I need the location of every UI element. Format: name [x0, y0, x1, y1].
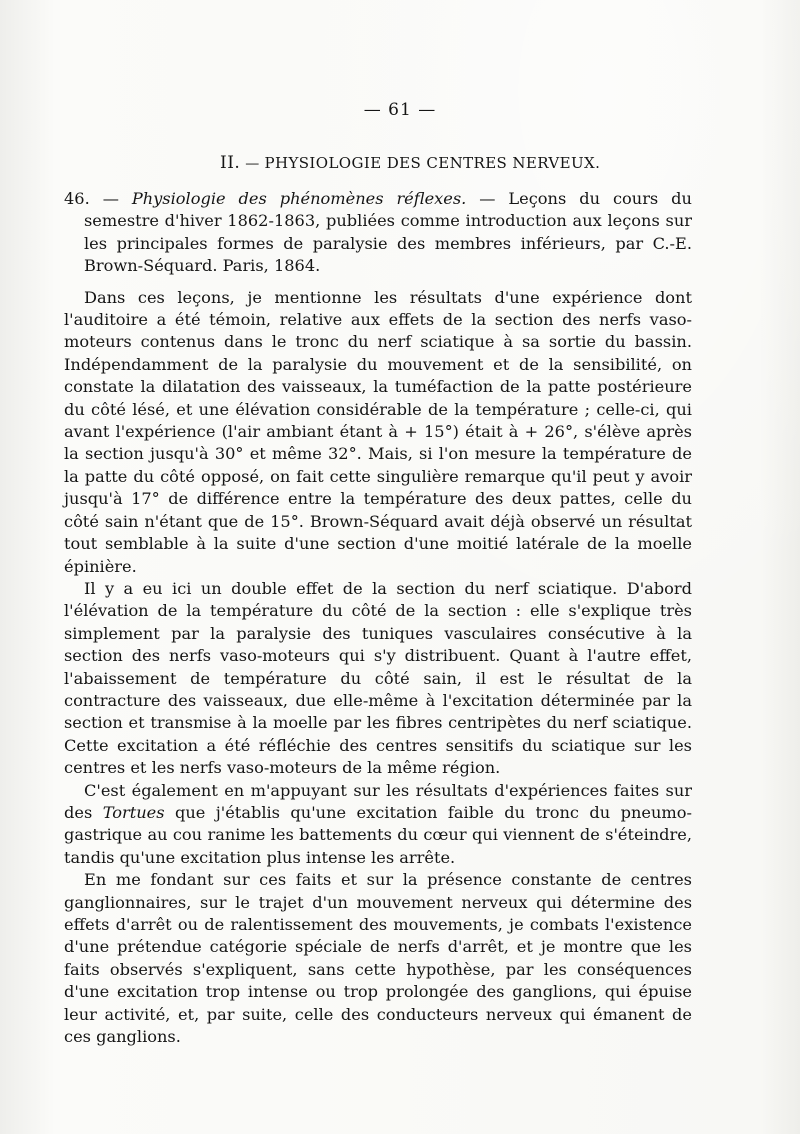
page-number: — 61 — [363, 100, 437, 120]
paragraph-3-after: que j'établis qu'une excitation faible du tronc du pneumo-gastrique au cou ranime les battements du cœur qui viennent de s'éteindre, tandis qu'une excitation plus intense les arrête. [64, 802, 692, 867]
entry-title: Physiologie des phénomènes réflexes. [131, 189, 467, 208]
page-body [64, 188, 692, 1048]
entry-number: 46. [64, 189, 90, 208]
paragraph-3-before: C'est également en m'appuyant sur les résultats d'expériences faites sur des [64, 780, 692, 822]
paragraph-3-emphasis: Tortues [102, 802, 165, 822]
paragraph-3 [64, 780, 692, 870]
paragraph-4: En me fondant sur ces faits et sur la présence constante de centres ganglionnaires, sur le trajet d'un mouvement nerveux qui détermine des effets d'arrêt ou de ralentissement des mouvements, je combats l'existence d'une prétendue catégorie spéciale de nerfs d'arrêt, et je montre que les faits observés s'expliquent, sans cette hypothèse, par les conséquences d'une excitation trop intense ou trop prolongée des ganglions, qui épuise leur activité, et, par suite, celle des conducteurs nerveux qui émanent de ces ganglions. [64, 870, 692, 1047]
entry-lead-dash: — [102, 189, 119, 208]
section-numeral: II. [220, 153, 241, 173]
paragraph-2: Il y a eu ici un double effet de la section du nerf sciatique. D'abord l'élévation de la température du côté de la section : elle s'explique très simplement par la paralysie des tuniques vasculaires consécutive à la section des nerfs vaso-moteurs qui s'y distribuent. Quant à l'autre effet, l'abaissement de température du côté sain, il est le résultat de la contracture des vaisseaux, due elle-même à l'excitation déterminée par la section et transmise à la moelle par les fibres centripètes du nerf sciatique. Cette excitation a été réfléchie des centres sensitifs du sciatique sur les centres et les nerfs vaso-moteurs de la même région. [64, 578, 692, 778]
section-heading [220, 153, 760, 173]
section-dash: — [245, 156, 260, 172]
bibliography-entry [64, 188, 692, 278]
entry-text: — Leçons du cours du semestre d'hiver 1862-1863, publiées comme introduction aux leçons sur les principales formes de paralysie des membres inférieurs, par C.-E. Brown-Séquard. Paris, 1864. [84, 189, 692, 276]
paragraph-1: Dans ces leçons, je mentionne les résultats d'une expérience dont l'auditoire a été témoin, relative aux effets de la section des nerfs vaso-moteurs contenus dans le tronc du nerf sciatique à sa sortie du bassin. Indépendamment de la paralysie du mouvement et de la sensibilité, on constate la dilatation des vaisseaux, la tuméfaction de la patte postérieure du côté lésé, et une élévation considérable de la température ; celle-ci, qui avant l'expérience (l'air ambiant étant à + 15°) était à + 26°, s'élève après la section jusqu'à 30° et même 32°. Mais, si l'on mesure la température de la patte du côté opposé, on fait cette singulière remarque qu'il peut y avoir jusqu'à 17° de différence entre la température des deux pattes, celle du côté sain n'étant que de 15°. Brown-Séquard avait déjà observé un résultat tout semblable à la suite d'une section d'une moitié latérale de la moelle épinière. [64, 287, 692, 576]
section-title: PHYSIOLOGIE DES CENTRES NERVEUX. [264, 154, 601, 172]
